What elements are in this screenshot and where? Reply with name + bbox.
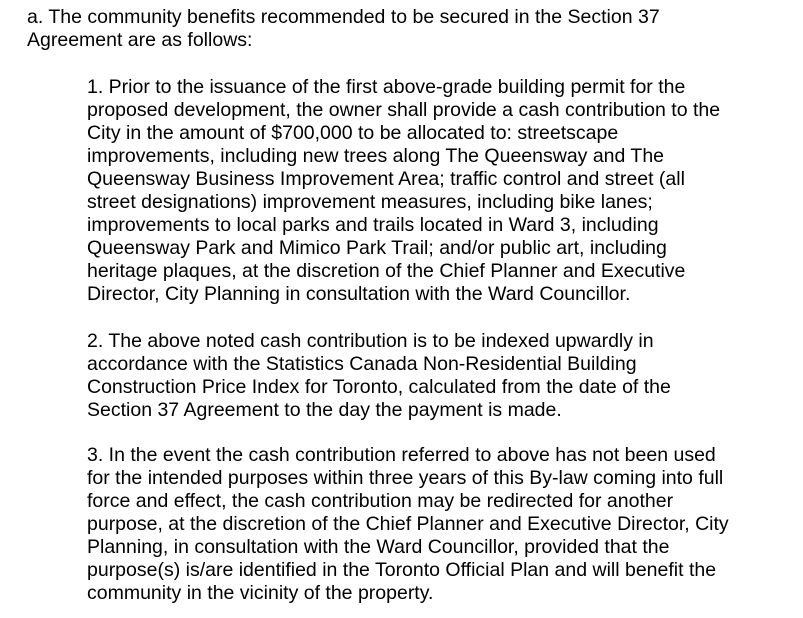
- item-line: heritage plaques, at the discretion of the Chief Planner and Executive: [87, 260, 686, 282]
- item-line: 1. Prior to the issuance of the first above-grade building permit for the: [87, 76, 686, 98]
- item-line: force and effect, the cash contribution may be redirected for another: [87, 490, 674, 512]
- item-line: community in the vicinity of the property.: [87, 582, 434, 604]
- item-line: purpose, at the discretion of the Chief Planner and Executive Director, City: [87, 513, 729, 535]
- item-line: Section 37 Agreement to the day the payment is made.: [87, 399, 562, 421]
- item-line: accordance with the Statistics Canada Non-Residential Building: [87, 353, 637, 375]
- item-line: street designations) improvement measures, including bike lanes;: [87, 191, 653, 213]
- intro-paragraph: [27, 6, 787, 52]
- item-line: Planning, in consultation with the Ward Councillor, provided that the: [87, 536, 670, 558]
- item-line: Queensway Business Improvement Area; traffic control and street (all: [87, 168, 685, 190]
- item-line: proposed development, the owner shall provide a cash contribution to the: [87, 99, 721, 121]
- item-line: 3. In the event the cash contribution referred to above has not been used: [87, 444, 716, 466]
- item-line: improvements, including new trees along The Queensway and The: [87, 145, 665, 167]
- intro-line: a. The community benefits recommended to be secured in the Section 37: [27, 6, 660, 28]
- benefit-item-1: [87, 76, 787, 306]
- item-line: for the intended purposes within three years of this By-law coming into full: [87, 467, 724, 489]
- intro-line: Agreement are as follows:: [27, 29, 253, 51]
- item-line: improvements to local parks and trails located in Ward 3, including: [87, 214, 659, 236]
- item-line: Queensway Park and Mimico Park Trail; and/or public art, including: [87, 237, 667, 259]
- item-line: 2. The above noted cash contribution is to be indexed upwardly in: [87, 330, 654, 352]
- item-line: Construction Price Index for Toronto, calculated from the date of the: [87, 376, 671, 398]
- item-line: purpose(s) is/are identified in the Toronto Official Plan and will benefit the: [87, 559, 717, 581]
- item-line: City in the amount of $700,000 to be allocated to: streetscape: [87, 122, 619, 144]
- benefit-item-2: [87, 330, 787, 422]
- benefit-item-3: [87, 444, 787, 605]
- item-line: Director, City Planning in consultation with the Ward Councillor.: [87, 283, 631, 305]
